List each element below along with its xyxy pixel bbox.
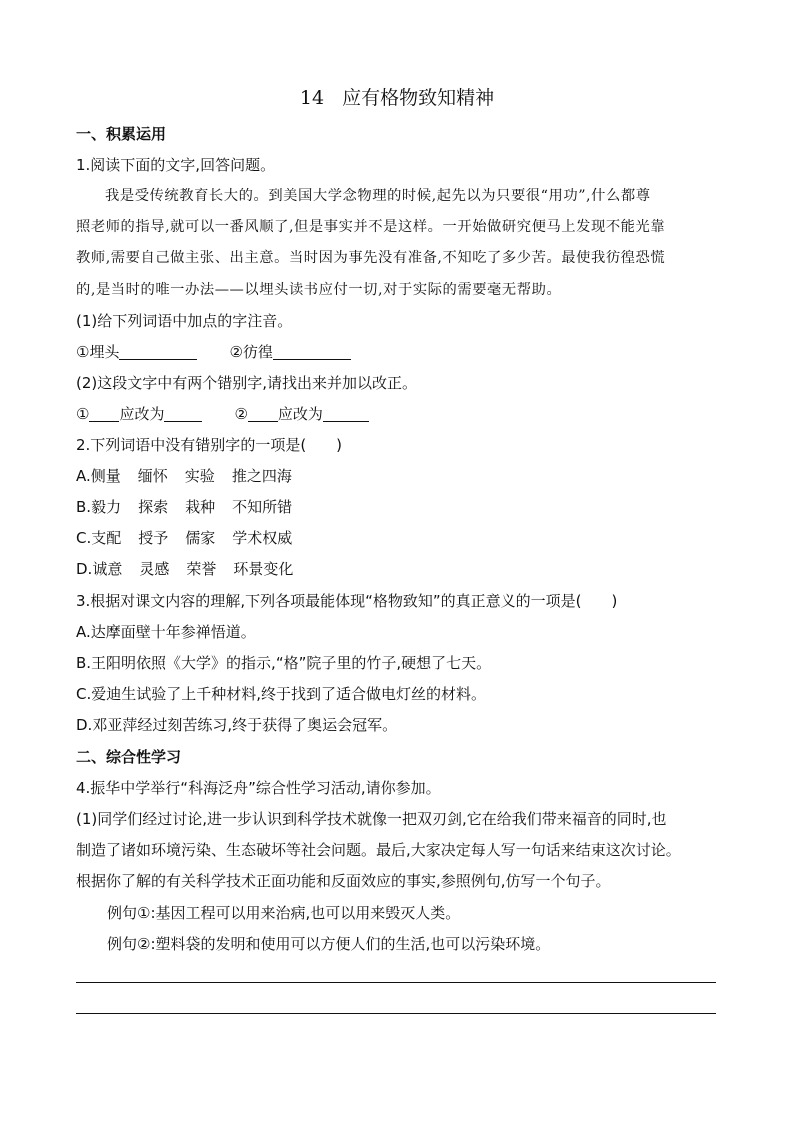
passage-line-2: 照老师的指导,就可以一番风顺了,但是事实并不是这样。一开始做研究便马上发现不能光靠	[76, 219, 666, 235]
q3-option-c[interactable]: C.爱迪生试验了上千种材料,终于找到了适合做电灯丝的材料。	[76, 685, 487, 703]
option-word: 环景变化	[233, 560, 294, 578]
option-word: 毅力	[91, 498, 122, 516]
correction-text-2: 应改为	[277, 405, 323, 423]
option-word: 探索	[138, 498, 169, 516]
correction-mark-1: ①	[76, 405, 90, 423]
question-4-sub1-line-1: (1)同学们经过讨论,进一步认识到科学技术就像一把双刃剑,它在给我们带来福音的同时,也	[76, 810, 667, 828]
pinyin-blank-2[interactable]	[273, 343, 351, 360]
wrong-char-blank-2[interactable]	[248, 405, 278, 422]
option-word: 诚意	[92, 560, 123, 578]
option-word: 灵感	[139, 560, 170, 578]
option-label: A.	[76, 467, 91, 485]
q2-option-c[interactable]	[76, 528, 309, 548]
option-word: 授予	[138, 529, 169, 547]
lesson-title: 应有格物致知精神	[342, 87, 495, 109]
correction-text-1: 应改为	[119, 405, 165, 423]
answer-line-2[interactable]	[76, 1013, 716, 1014]
correct-char-blank-2[interactable]	[323, 405, 369, 422]
pinyin-item-2: ②彷徨	[229, 343, 273, 361]
question-1-sub2-prompt: (2)这段文字中有两个错别字,请找出来并加以改正。	[76, 374, 418, 392]
option-word: 缅怀	[137, 467, 168, 485]
option-word: 不知所错	[232, 498, 293, 516]
wrong-char-blank-1[interactable]	[89, 405, 119, 422]
q2-option-a[interactable]	[76, 466, 309, 486]
option-word: 学术权威	[232, 529, 293, 547]
option-label: C.	[76, 529, 92, 547]
example-sentence-1: 例句①:基因工程可以用来治病,也可以用来毁灭人类。	[107, 904, 461, 922]
pinyin-blank-1[interactable]	[119, 343, 197, 360]
question-1-sub1-prompt: (1)给下列词语中加点的字注音。	[76, 312, 293, 330]
option-label: B.	[76, 498, 92, 516]
answer-line-1[interactable]	[76, 982, 716, 983]
option-word: 实验	[184, 467, 215, 485]
section-heading-comprehensive: 二、综合性学习	[76, 748, 182, 766]
question-4-sub1-line-3: 根据你了解的有关科学技术正面功能和反面效应的事实,参照例句,仿写一个句子。	[76, 872, 611, 890]
pinyin-item-1: ①埋头	[76, 343, 120, 361]
question-4-prompt: 4.振华中学举行“科海泛舟”综合性学习活动,请你参加。	[76, 779, 441, 797]
q2-option-b[interactable]	[76, 497, 309, 517]
q2-option-d[interactable]	[76, 559, 310, 579]
option-label: D.	[76, 560, 93, 578]
question-3-prompt: 3.根据对课文内容的理解,下列各项最能体现“格物致知”的真正意义的一项是( )	[76, 592, 618, 610]
option-word: 儒家	[185, 529, 216, 547]
passage-line-1: 我是受传统教育长大的。到美国大学念物理的时候,起先以为只要很“用功”,什么都尊	[105, 188, 651, 204]
q3-option-a[interactable]: A.达摩面壁十年参禅悟道。	[76, 623, 256, 641]
pinyin-answer-row	[76, 342, 351, 362]
option-word: 荣誉	[186, 560, 217, 578]
q3-option-d[interactable]: D.邓亚萍经过刻苦练习,终于获得了奥运会冠军。	[76, 716, 398, 734]
question-4-sub1-line-2: 制造了诸如环境污染、生态破坏等社会问题。最后,大家决定每人写一句话来结束这次讨论。	[76, 841, 681, 859]
option-word: 支配	[91, 529, 122, 547]
question-2-prompt: 2.下列词语中没有错别字的一项是( )	[76, 436, 343, 454]
q3-option-b[interactable]: B.王阳明依照《大学》的指示,“格”院子里的竹子,硬想了七天。	[76, 654, 492, 672]
section-heading-accumulation: 一、积累运用	[76, 125, 167, 143]
correct-char-blank-1[interactable]	[164, 405, 202, 422]
example-sentence-2: 例句②:塑料袋的发明和使用可以方便人们的生活,也可以污染环境。	[107, 935, 551, 953]
option-word: 推之四海	[231, 467, 292, 485]
passage-line-3: 教师,需要自己做主张、出主意。当时因为事先没有准备,不知吃了多少苦。最使我彷徨恐慌	[76, 250, 666, 266]
option-word: 栽种	[185, 498, 216, 516]
correction-mark-2: ②	[234, 405, 248, 423]
lesson-number: 14	[299, 87, 325, 109]
option-word: 侧量	[90, 467, 121, 485]
page-title	[0, 86, 794, 110]
correction-answer-row	[76, 404, 369, 424]
passage-line-4: 的,是当时的唯一办法——以埋头读书应付一切,对于实际的需要毫无帮助。	[76, 282, 562, 298]
question-1-prompt: 1.阅读下面的文字,回答问题。	[76, 156, 276, 174]
